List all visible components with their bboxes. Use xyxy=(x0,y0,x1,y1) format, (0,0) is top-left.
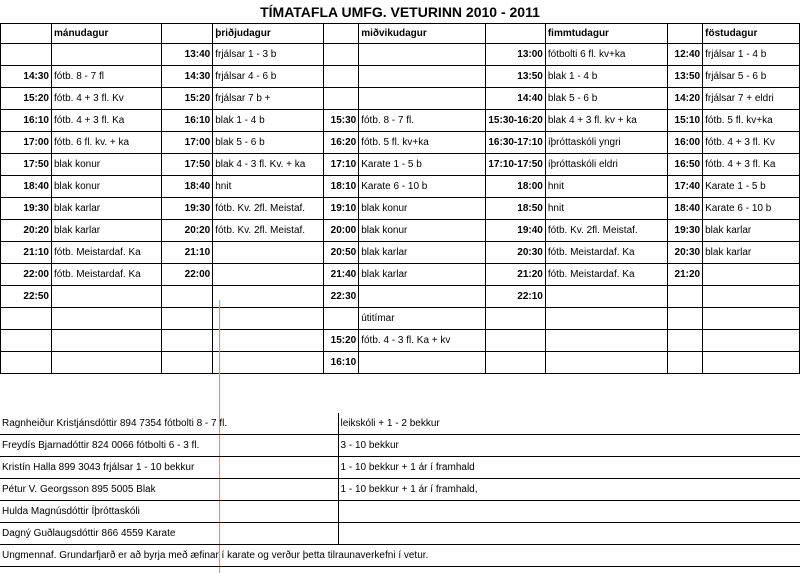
activity-cell[interactable]: blak 1 - 4 b xyxy=(213,110,324,132)
activity-cell[interactable] xyxy=(545,352,667,374)
time-cell[interactable]: 19:10 xyxy=(323,198,358,220)
contact-cell[interactable]: Ragnheiður Kristjánsdóttir 894 7354 fótbolti 8 - 7 fl. xyxy=(0,413,338,435)
activity-cell[interactable]: frjálsar 5 - 6 b xyxy=(703,66,800,88)
activity-cell[interactable] xyxy=(51,44,161,66)
empty-cell[interactable] xyxy=(51,374,161,396)
activity-cell[interactable] xyxy=(703,352,800,374)
activity-cell[interactable] xyxy=(213,330,324,352)
time-cell[interactable]: 17:50 xyxy=(1,154,52,176)
time-cell[interactable] xyxy=(162,352,213,374)
activity-cell[interactable]: frjálsar 7 b + xyxy=(213,88,324,110)
time-cell[interactable]: 22:10 xyxy=(486,286,545,308)
activity-cell[interactable]: Karate 6 - 10 b xyxy=(703,198,800,220)
activity-cell[interactable] xyxy=(51,330,161,352)
time-cell[interactable]: 21:40 xyxy=(323,264,358,286)
note-cell[interactable]: Ungmennaf. Grundarfjarð er að byrja með æfinar í karate og verður þetta tilraunaverkefni í vetur. xyxy=(0,545,800,567)
activity-cell[interactable]: hnit xyxy=(545,198,667,220)
activity-cell[interactable]: blak 4 - 3 fl. Kv. + ka xyxy=(213,154,324,176)
activity-cell[interactable]: blak karlar xyxy=(359,264,486,286)
time-cell[interactable]: 19:40 xyxy=(486,220,545,242)
header-spacer-cell[interactable] xyxy=(323,24,358,44)
empty-cell[interactable] xyxy=(486,374,545,396)
contact-row xyxy=(0,457,800,479)
activity-cell[interactable] xyxy=(545,330,667,352)
activity-cell[interactable]: fótb. Kv. 2fl. Meistaf. xyxy=(545,220,667,242)
activity-cell[interactable] xyxy=(703,330,800,352)
time-cell[interactable]: 18:40 xyxy=(667,198,702,220)
activity-cell[interactable]: fótb. Meistardaf. Ka xyxy=(545,264,667,286)
contact-cell[interactable]: Kristín Halla 899 3043 frjálsar 1 - 10 bekkur xyxy=(0,457,338,479)
schedule-row xyxy=(1,66,800,88)
activity-cell[interactable]: Karate 1 - 5 b xyxy=(703,176,800,198)
schedule-row xyxy=(1,352,800,374)
time-cell[interactable]: 15:20 xyxy=(162,88,213,110)
time-cell[interactable] xyxy=(162,308,213,330)
day-header[interactable]: mánudagur xyxy=(51,24,161,44)
time-cell[interactable] xyxy=(486,308,545,330)
activity-cell[interactable] xyxy=(213,242,324,264)
header-spacer-cell[interactable] xyxy=(1,24,52,44)
blank-row xyxy=(1,374,800,396)
activity-cell[interactable] xyxy=(703,308,800,330)
time-cell[interactable] xyxy=(667,308,702,330)
activity-cell[interactable]: blak 5 - 6 b xyxy=(545,88,667,110)
time-cell[interactable]: 20:50 xyxy=(323,242,358,264)
schedule-row xyxy=(1,44,800,66)
grade-cell[interactable]: 1 - 10 bekkur + 1 ár í framhald, xyxy=(338,479,800,501)
activity-cell[interactable]: blak konur xyxy=(359,220,486,242)
time-cell[interactable]: 16:00 xyxy=(667,132,702,154)
activity-cell[interactable]: fótb. 4 + 3 fl. Kv xyxy=(51,88,161,110)
empty-cell[interactable] xyxy=(545,374,667,396)
time-cell[interactable]: 13:50 xyxy=(667,66,702,88)
activity-cell[interactable]: fótb. 8 - 7 fl xyxy=(51,66,161,88)
activity-cell[interactable]: fótb. Kv. 2fl. Meistaf. xyxy=(213,198,324,220)
activity-cell[interactable]: fótb. 5 fl. kv+ka xyxy=(703,110,800,132)
activity-cell[interactable] xyxy=(213,308,324,330)
activity-cell[interactable]: íþróttaskóli yngri xyxy=(545,132,667,154)
grade-cell[interactable]: leikskóli + 1 - 2 bekkur xyxy=(338,413,800,435)
time-cell[interactable] xyxy=(323,44,358,66)
header-spacer-cell[interactable] xyxy=(162,24,213,44)
contacts-table xyxy=(0,413,800,567)
schedule-row xyxy=(1,220,800,242)
contact-cell[interactable]: Freydís Bjarnadóttir 824 0066 fótbolti 6 - 3 fl. xyxy=(0,435,338,457)
time-cell[interactable]: 17:50 xyxy=(162,154,213,176)
time-cell[interactable]: 15:30 xyxy=(323,110,358,132)
activity-cell[interactable]: fótb. 4 - 3 fl. Ka + kv xyxy=(359,330,486,352)
day-header[interactable]: föstudagur xyxy=(703,24,800,44)
grade-cell[interactable]: 3 - 10 bekkur xyxy=(338,435,800,457)
time-cell[interactable] xyxy=(1,330,52,352)
activity-cell[interactable]: íþróttaskóli eldri xyxy=(545,154,667,176)
time-cell[interactable]: 22:00 xyxy=(162,264,213,286)
activity-cell[interactable] xyxy=(51,308,161,330)
time-cell[interactable] xyxy=(486,330,545,352)
time-cell[interactable]: 22:00 xyxy=(1,264,52,286)
activity-cell[interactable] xyxy=(213,286,324,308)
schedule-row xyxy=(1,308,800,330)
activity-cell[interactable] xyxy=(51,352,161,374)
activity-cell[interactable] xyxy=(545,308,667,330)
activity-cell[interactable]: frjálsar 1 - 3 b xyxy=(213,44,324,66)
activity-cell[interactable]: blak karlar xyxy=(703,220,800,242)
activity-cell[interactable]: blak konur xyxy=(359,198,486,220)
time-cell[interactable]: 20:00 xyxy=(323,220,358,242)
empty-cell[interactable] xyxy=(213,374,324,396)
time-cell[interactable]: 17:40 xyxy=(667,176,702,198)
time-cell[interactable]: 21:20 xyxy=(486,264,545,286)
empty-cell[interactable] xyxy=(359,374,486,396)
contact-row xyxy=(0,479,800,501)
time-cell[interactable] xyxy=(1,44,52,66)
time-cell[interactable]: 13:40 xyxy=(162,44,213,66)
empty-cell[interactable] xyxy=(703,374,800,396)
grade-cell[interactable]: 1 - 10 bekkur + 1 ár í framhald xyxy=(338,457,800,479)
contact-cell[interactable]: Hulda Magnúsdóttir Íþróttaskóli xyxy=(0,501,338,523)
time-cell[interactable]: 15:30-16:20 xyxy=(486,110,545,132)
activity-cell[interactable]: fótb. 8 - 7 fl. xyxy=(359,110,486,132)
time-cell[interactable]: 21:10 xyxy=(1,242,52,264)
activity-cell[interactable]: blak karlar xyxy=(703,242,800,264)
grade-cell[interactable] xyxy=(338,523,800,545)
time-cell[interactable]: 17:10-17:50 xyxy=(486,154,545,176)
activity-cell[interactable] xyxy=(359,66,486,88)
time-cell[interactable]: 22:50 xyxy=(1,286,52,308)
contact-row xyxy=(0,501,800,523)
time-cell[interactable]: 20:30 xyxy=(486,242,545,264)
activity-cell[interactable]: fótb. 4 + 3 fl. Ka xyxy=(51,110,161,132)
activity-cell[interactable]: frjálsar 4 - 6 b xyxy=(213,66,324,88)
time-cell[interactable] xyxy=(667,352,702,374)
schedule-row xyxy=(1,154,800,176)
schedule-row xyxy=(1,264,800,286)
schedule-row xyxy=(1,242,800,264)
time-cell[interactable] xyxy=(323,308,358,330)
note-row xyxy=(0,545,800,567)
time-cell[interactable]: 17:10 xyxy=(323,154,358,176)
time-cell[interactable]: 19:30 xyxy=(667,220,702,242)
time-cell[interactable]: 15:10 xyxy=(667,110,702,132)
time-cell[interactable]: 18:00 xyxy=(486,176,545,198)
time-cell[interactable]: 20:20 xyxy=(1,220,52,242)
contact-row xyxy=(0,435,800,457)
activity-cell[interactable]: frjálsar 7 + eldri xyxy=(703,88,800,110)
activity-cell[interactable]: fótb. Meistardaf. Ka xyxy=(51,264,161,286)
time-cell[interactable]: 15:20 xyxy=(323,330,358,352)
activity-cell[interactable] xyxy=(213,352,324,374)
time-cell[interactable]: 17:00 xyxy=(1,132,52,154)
time-cell[interactable] xyxy=(486,352,545,374)
schedule-row xyxy=(1,132,800,154)
time-cell[interactable] xyxy=(162,330,213,352)
activity-cell[interactable]: fótb. 5 fl. kv+ka xyxy=(359,132,486,154)
day-header[interactable]: þriðjudagur xyxy=(213,24,324,44)
activity-cell[interactable]: Karate 6 - 10 b xyxy=(359,176,486,198)
activity-cell[interactable] xyxy=(359,88,486,110)
schedule-row xyxy=(1,198,800,220)
header-spacer-cell[interactable] xyxy=(486,24,545,44)
time-cell[interactable]: 14:30 xyxy=(1,66,52,88)
contact-cell[interactable]: Pétur V. Georgsson 895 5005 Blak xyxy=(0,479,338,501)
time-cell[interactable] xyxy=(323,88,358,110)
time-cell[interactable]: 16:10 xyxy=(162,110,213,132)
activity-cell[interactable]: blak karlar xyxy=(51,198,161,220)
page-title: TÍMATAFLA UMFG. VETURINN 2010 - 2011 xyxy=(260,4,540,20)
time-cell[interactable] xyxy=(667,286,702,308)
time-cell[interactable]: 19:30 xyxy=(1,198,52,220)
schedule-table xyxy=(0,23,800,416)
time-cell[interactable]: 19:30 xyxy=(162,198,213,220)
time-cell[interactable]: 16:50 xyxy=(667,154,702,176)
day-header[interactable]: fimmtudagur xyxy=(545,24,667,44)
time-cell[interactable]: 18:40 xyxy=(1,176,52,198)
time-cell[interactable]: 21:20 xyxy=(667,264,702,286)
empty-cell[interactable] xyxy=(323,374,358,396)
time-cell[interactable] xyxy=(1,308,52,330)
time-cell[interactable]: 14:40 xyxy=(486,88,545,110)
activity-cell[interactable] xyxy=(359,44,486,66)
activity-cell[interactable] xyxy=(703,286,800,308)
time-cell[interactable]: 14:20 xyxy=(667,88,702,110)
activity-cell[interactable] xyxy=(213,264,324,286)
header-spacer-cell[interactable] xyxy=(667,24,702,44)
schedule-row xyxy=(1,176,800,198)
activity-cell[interactable]: Karate 1 - 5 b xyxy=(359,154,486,176)
activity-cell[interactable]: fótb. 4 + 3 fl. Ka xyxy=(703,154,800,176)
contact-row xyxy=(0,413,800,435)
activity-cell[interactable]: frjálsar 1 - 4 b xyxy=(703,44,800,66)
activity-cell[interactable]: fótb. 4 + 3 fl. Kv xyxy=(703,132,800,154)
time-cell[interactable] xyxy=(1,352,52,374)
time-cell[interactable] xyxy=(667,330,702,352)
schedule-row xyxy=(1,286,800,308)
time-cell[interactable]: 20:20 xyxy=(162,220,213,242)
time-cell[interactable]: 13:50 xyxy=(486,66,545,88)
time-cell[interactable]: 15:20 xyxy=(1,88,52,110)
activity-cell[interactable]: hnit xyxy=(213,176,324,198)
time-cell[interactable]: 16:20 xyxy=(323,132,358,154)
time-cell[interactable]: 12:40 xyxy=(667,44,702,66)
activity-cell[interactable]: fótb. Meistardaf. Ka xyxy=(545,242,667,264)
schedule-row xyxy=(1,110,800,132)
activity-cell[interactable]: blak 4 + 3 fl. kv + ka xyxy=(545,110,667,132)
activity-cell[interactable]: hnit xyxy=(545,176,667,198)
time-cell[interactable] xyxy=(162,286,213,308)
day-header[interactable]: miðvikudagur xyxy=(359,24,486,44)
time-cell[interactable]: 14:30 xyxy=(162,66,213,88)
activity-cell[interactable]: blak konur xyxy=(51,154,161,176)
day-header-row xyxy=(1,24,800,44)
activity-cell[interactable] xyxy=(359,286,486,308)
activity-cell[interactable]: blak 1 - 4 b xyxy=(545,66,667,88)
time-cell[interactable]: 16:10 xyxy=(1,110,52,132)
activity-cell[interactable] xyxy=(359,352,486,374)
activity-cell[interactable]: fótb. 6 fl. kv. + ka xyxy=(51,132,161,154)
contact-row xyxy=(0,523,800,545)
activity-cell[interactable] xyxy=(703,264,800,286)
grade-cell[interactable] xyxy=(338,501,800,523)
activity-cell[interactable]: fótb. Meistardaf. Ka xyxy=(51,242,161,264)
activity-cell[interactable]: fótb. Kv. 2fl. Meistaf. xyxy=(213,220,324,242)
time-cell[interactable]: 21:10 xyxy=(162,242,213,264)
activity-cell[interactable]: fótbolti 6 fl. kv+ka xyxy=(545,44,667,66)
time-cell[interactable]: 16:30-17:10 xyxy=(486,132,545,154)
time-cell[interactable]: 18:50 xyxy=(486,198,545,220)
time-cell[interactable]: 16:10 xyxy=(323,352,358,374)
time-cell[interactable]: 18:40 xyxy=(162,176,213,198)
time-cell[interactable]: 13:00 xyxy=(486,44,545,66)
activity-cell[interactable]: útitímar xyxy=(359,308,486,330)
empty-cell[interactable] xyxy=(162,374,213,396)
time-cell[interactable]: 20:30 xyxy=(667,242,702,264)
contact-cell[interactable]: Dagný Guðlaugsdóttir 866 4559 Karate xyxy=(0,523,338,545)
activity-cell[interactable] xyxy=(51,286,161,308)
activity-cell[interactable]: blak karlar xyxy=(51,220,161,242)
activity-cell[interactable]: blak konur xyxy=(51,176,161,198)
empty-cell[interactable] xyxy=(667,374,702,396)
activity-cell[interactable]: blak 5 - 6 b xyxy=(213,132,324,154)
time-cell[interactable]: 22:30 xyxy=(323,286,358,308)
time-cell[interactable]: 18:10 xyxy=(323,176,358,198)
time-cell[interactable] xyxy=(323,66,358,88)
activity-cell[interactable]: blak karlar xyxy=(359,242,486,264)
schedule-row xyxy=(1,88,800,110)
schedule-row xyxy=(1,330,800,352)
empty-cell[interactable] xyxy=(1,374,52,396)
time-cell[interactable]: 17:00 xyxy=(162,132,213,154)
activity-cell[interactable] xyxy=(545,286,667,308)
